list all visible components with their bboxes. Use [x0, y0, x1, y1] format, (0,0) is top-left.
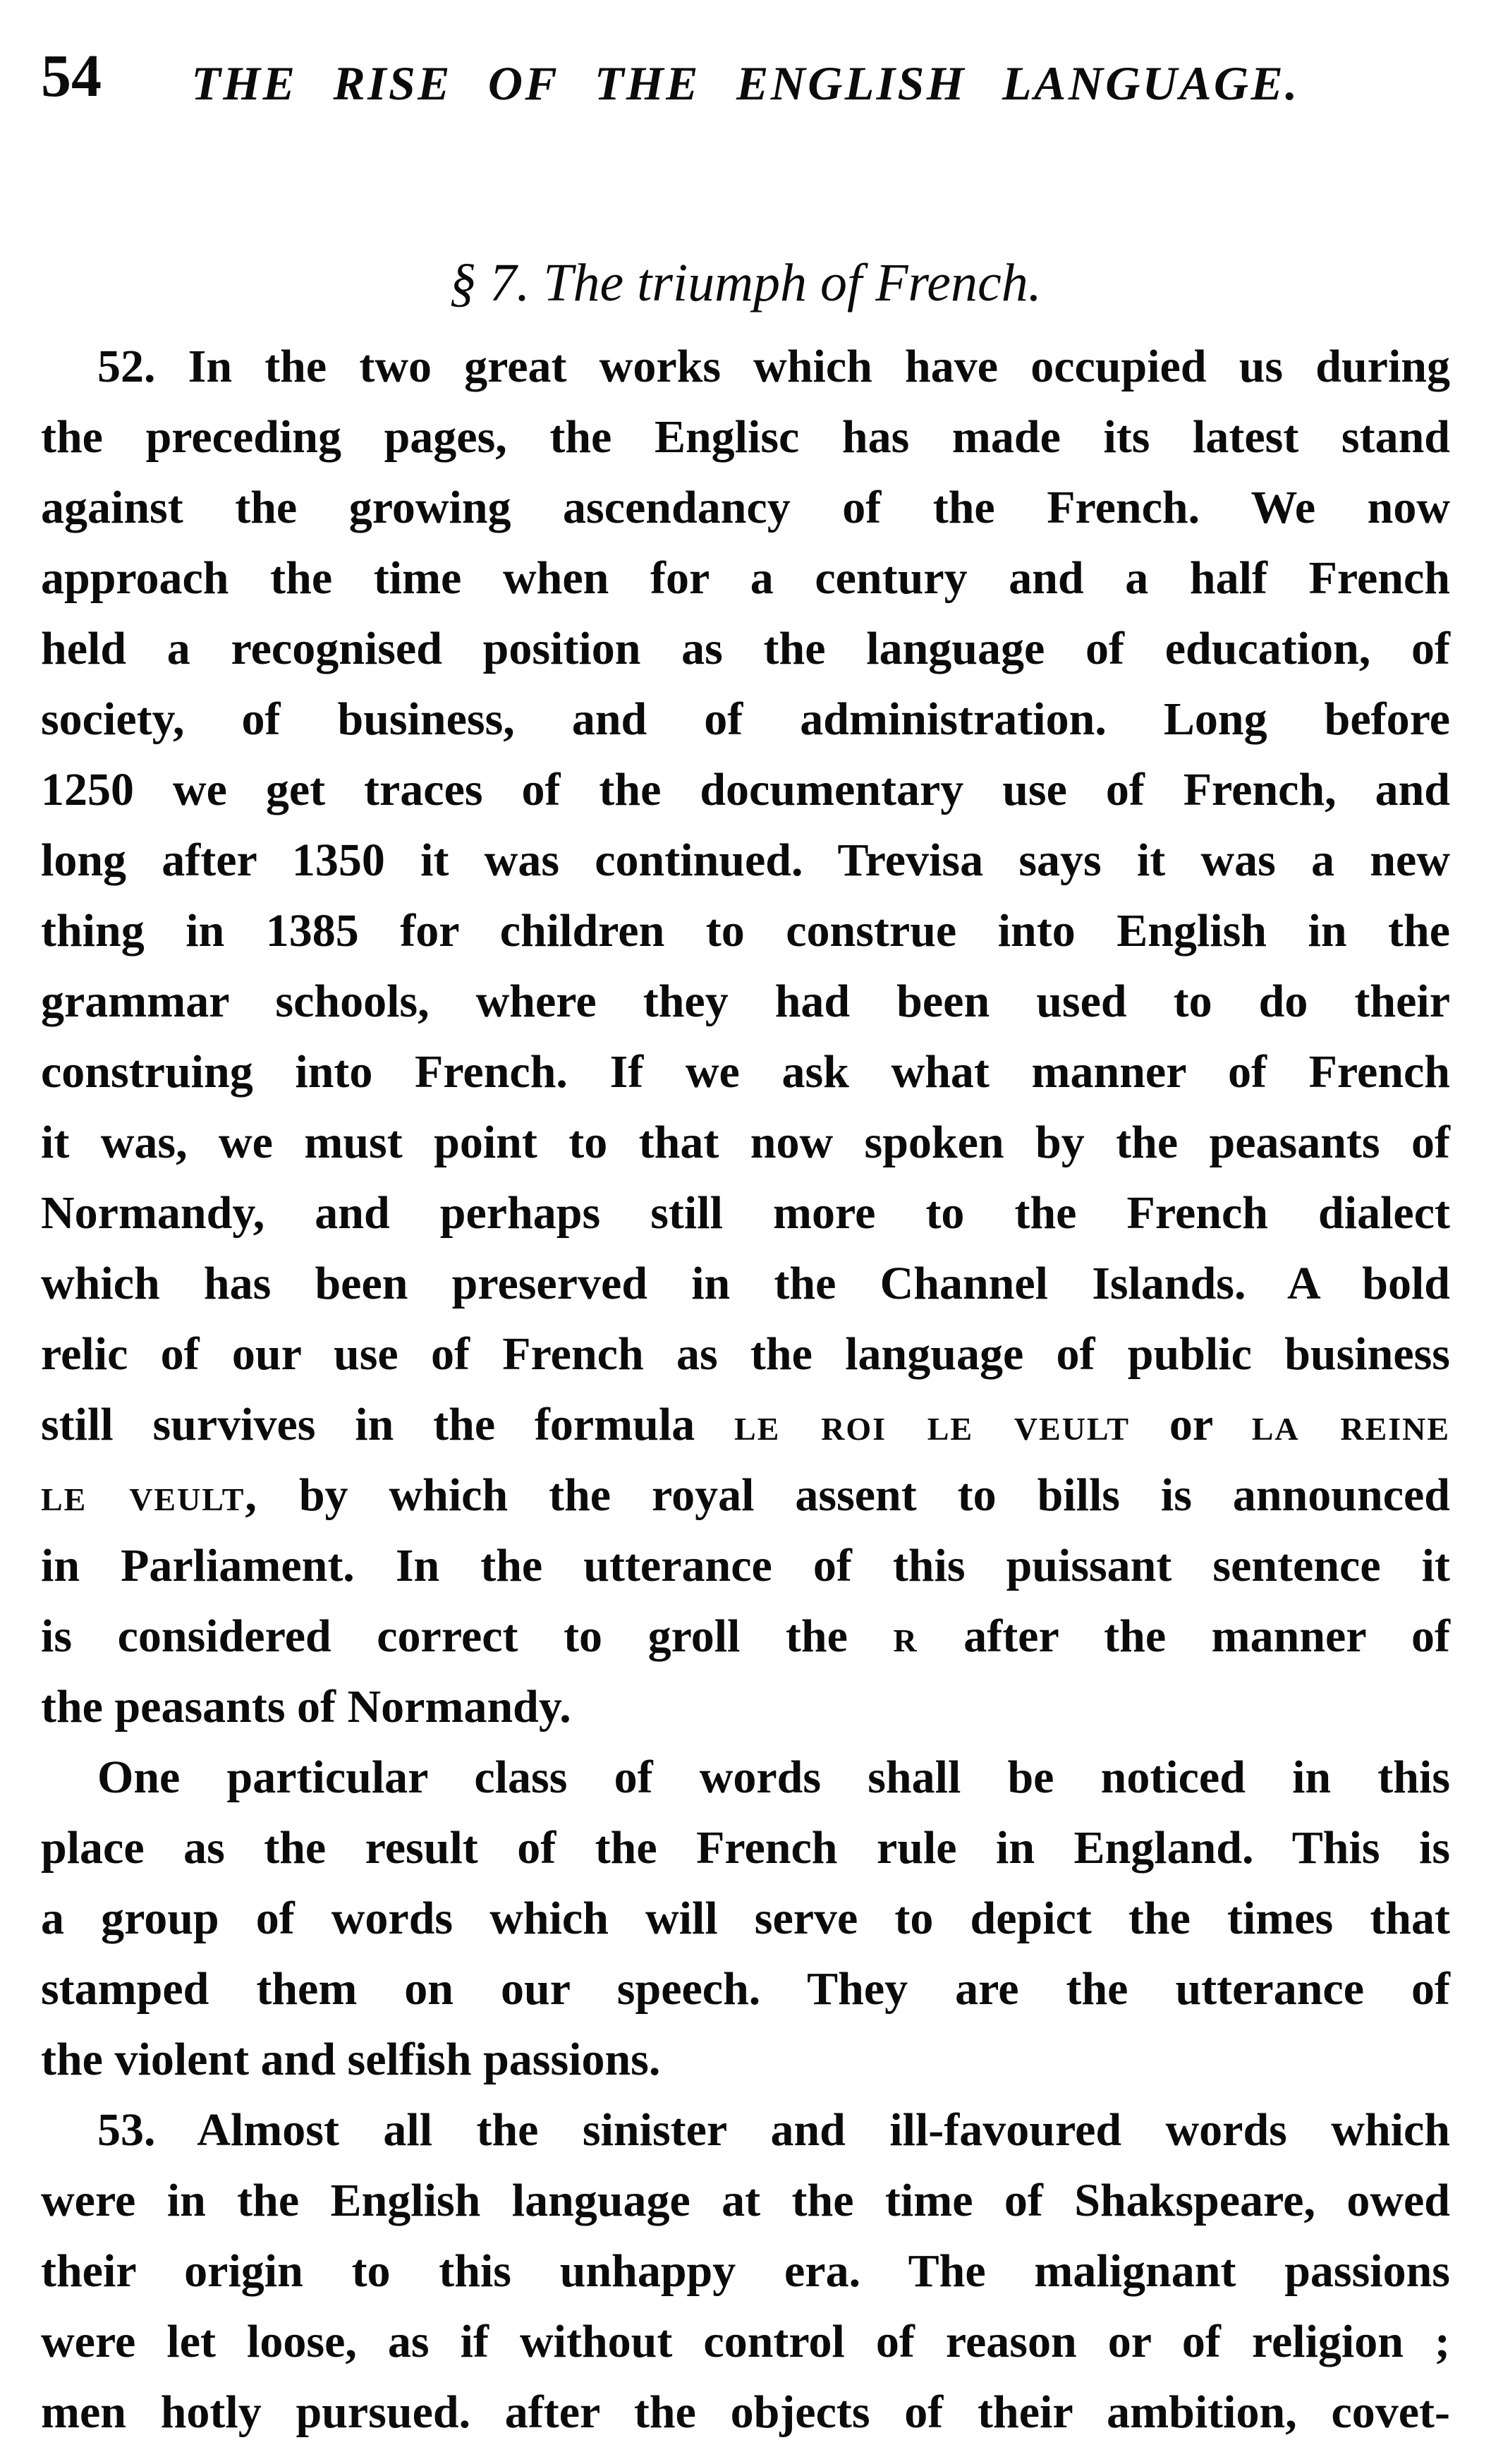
text-segment: which has been preserved in the Channel Islands. A bold: [41, 1258, 1450, 1309]
text-segment: in Parliament. In the utterance of this puissant sentence it: [41, 1540, 1450, 1591]
text-segment: construing into French. If we ask what manner of French: [41, 1046, 1450, 1098]
running-title: THE RISE OF THE ENGLISH LANGUAGE.: [191, 56, 1300, 110]
text-line: [41, 332, 1450, 402]
text-segment: Almost all the sinister and ill-favoured words which: [155, 2104, 1450, 2156]
text-segment: by which the royal assent to bills is announced: [257, 1469, 1450, 1521]
text-line: [41, 402, 1450, 473]
small-caps-text: r: [893, 1610, 918, 1662]
small-caps-text: le veult,: [41, 1469, 258, 1521]
text-segment: stamped them on our speech. They are the utterance of: [41, 1963, 1450, 2015]
small-caps-text: le roi le veult: [734, 1399, 1131, 1450]
text-segment: their origin to this unhappy era. The malignant passions: [41, 2245, 1450, 2297]
text-segment: or: [1130, 1399, 1252, 1450]
text-line: [41, 966, 1450, 1037]
text-line: [41, 1460, 1450, 1531]
text-segment: long after 1350 it was continued. Trevisa says it was a new: [41, 835, 1450, 886]
text-line: [41, 755, 1450, 825]
text-line: [41, 2236, 1450, 2307]
small-caps-text: la reine: [1251, 1399, 1450, 1450]
text-line: [41, 2166, 1450, 2236]
text-line: [41, 1813, 1450, 1883]
text-line: [41, 825, 1450, 896]
text-line: [41, 684, 1450, 755]
text-segment: against the growing ascendancy of the French. We now: [41, 482, 1450, 533]
text-segment: relic of our use of French as the language of public business: [41, 1328, 1450, 1380]
text-line: [41, 1390, 1450, 1460]
text-line: [41, 1178, 1450, 1249]
text-segment: One particular class of words shall be noticed in this: [97, 1752, 1450, 1803]
text-line: [41, 1954, 1450, 2025]
paragraph-number: 53.: [97, 2104, 156, 2156]
text-segment: 1250 we get traces of the documentary use of French, and: [41, 764, 1450, 815]
text-segment: thing in 1385 for children to construe into English in the: [41, 905, 1450, 957]
text-line: [41, 1107, 1450, 1178]
text-line: [41, 1319, 1450, 1390]
text-segment: place as the result of the French rule in England. This is: [41, 1822, 1450, 1874]
text-line: [41, 543, 1450, 614]
text-segment: society, of business, and of administration. Long before: [41, 693, 1450, 745]
page-header: [41, 41, 1450, 126]
text-line: [41, 1037, 1450, 1107]
text-line: [41, 1601, 1450, 1672]
text-segment: held a recognised position as the language of education, of: [41, 623, 1450, 674]
text-segment: it was, we must point to that now spoken by the peasants of: [41, 1117, 1450, 1168]
text-segment: grammar schools, where they had been used to do their: [41, 976, 1450, 1027]
text-line: [41, 2095, 1450, 2166]
text-segment: approach the time when for a century and a half French: [41, 552, 1450, 604]
text-line: [41, 2307, 1450, 2377]
text-segment: a group of words which will serve to depict the times that: [41, 1893, 1450, 1944]
text-segment: were let loose, as if without control of reason or of religion ;: [41, 2316, 1450, 2367]
text-segment: men hotly pursued. after the objects of their ambition, covet-: [41, 2386, 1450, 2438]
text-line: [41, 1672, 1450, 1742]
text-line: [41, 1531, 1450, 1601]
text-segment: the peasants of Normandy.: [41, 1681, 571, 1732]
text-segment: after the manner of: [918, 1610, 1450, 1662]
text-segment: Normandy, and perhaps still more to the French dialect: [41, 1187, 1450, 1239]
text-line: [41, 2025, 1450, 2095]
text-segment: In the two great works which have occupied us during: [155, 341, 1450, 392]
text-line: [41, 2377, 1450, 2448]
page-number: 54: [41, 42, 102, 109]
paragraph-number: 52.: [97, 341, 156, 392]
text-segment: the preceding pages, the Englisc has made its latest stand: [41, 411, 1450, 463]
text-segment: the violent and selfish passions.: [41, 2034, 661, 2085]
section-heading: § 7. The triumph of French.: [449, 253, 1042, 312]
text-line: [41, 473, 1450, 543]
text-segment: still survives in the formula: [41, 1399, 735, 1450]
text-block: [41, 332, 1450, 2448]
text-line: [41, 614, 1450, 684]
text-line: [41, 1742, 1450, 1813]
text-line: [41, 1249, 1450, 1319]
text-line: [41, 896, 1450, 966]
text-segment: were in the English language at the time of Shakspeare, owed: [41, 2175, 1450, 2226]
text-segment: is considered correct to groll the: [41, 1610, 894, 1662]
text-line: [41, 1883, 1450, 1954]
